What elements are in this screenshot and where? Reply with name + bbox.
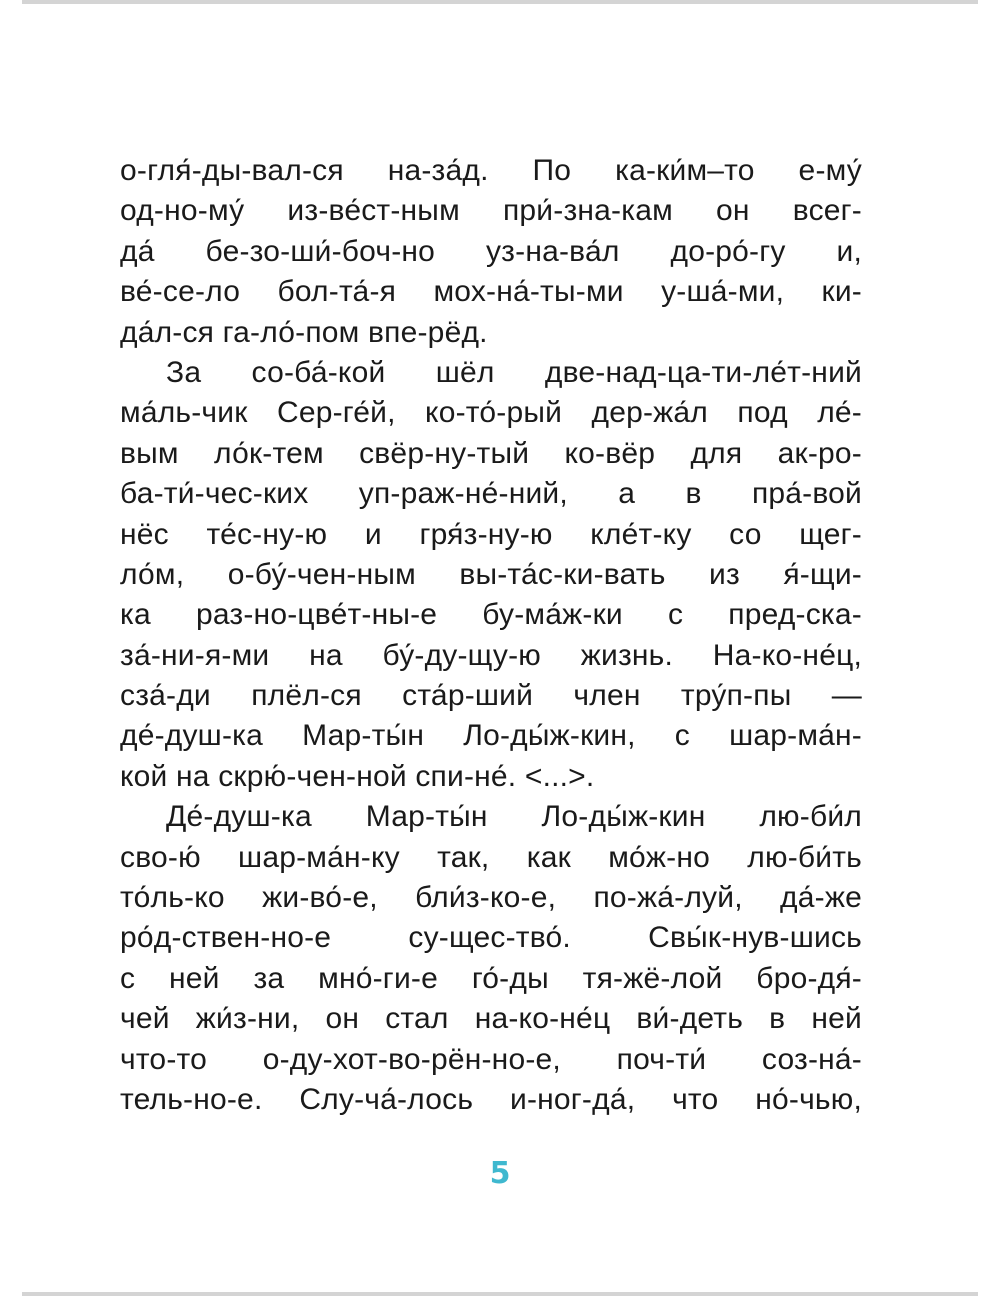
text-line: од-но-му́ из-ве́ст-ным при́-зна-кам он всег-: [120, 194, 862, 228]
text-line: что-то о-ду-хот-во-рён-но-е, поч-ти́ соз-на́-: [120, 1042, 862, 1076]
text-line: нёс те́с-ну-ю и гря́з-ну-ю кле́т-ку со щег-: [120, 517, 862, 551]
text-line: ро́д-ствен-но-е су-щес-тво́. Свы́к-нув-шись: [120, 921, 862, 955]
text-line: вым ло́к-тем свёр-ну-тый ко-вёр для ак-ро-: [120, 436, 862, 470]
top-border-rule: [22, 0, 978, 4]
text-line: ло́м, о-бу́-чен-ным вы-та́с-ки-вать из я́-щи-: [120, 557, 862, 591]
text-line: сво-ю́ шар-ма́н-ку так, как мо́ж-но лю-би́ть: [120, 840, 862, 874]
text-line: ма́ль-чик Сер-ге́й, ко-то́-рый дер-жа́л под ле́-: [120, 396, 862, 430]
text-line: о-гля́-ды-вал-ся на-за́д. По ка-ки́м–то е-му́: [120, 154, 862, 187]
text-line: ба-ти́-чес-ких уп-раж-не́-ний, а в пра́-вой: [120, 477, 862, 511]
text-line: с ней за мно́-ги-е го́-ды тя-жё-лой бро-дя́-: [120, 961, 862, 995]
text-line: да́л-ся га-ло́-пом впе-рёд.: [120, 315, 488, 349]
text-line: де́-душ-ка Мар-ты́н Ло-ды́ж-кин, с шар-ма́н-: [120, 719, 862, 753]
text-line: да́ бе-зо-ши́-боч-но уз-на-ва́л до-ро́-гу и,: [120, 234, 862, 268]
text-line: кой на скрю́-чен-ной спи-не́. <...>.: [120, 759, 595, 793]
text-line: тель-но-е. Слу-ча́-лось и-ног-да́, что но́-чью,: [120, 1082, 862, 1116]
text-column: [120, 151, 862, 1120]
bottom-border-rule: [22, 1292, 978, 1296]
text-line: ве́-се-ло бол-та́-я мох-на́-ты-ми у-ша́-ми, ки-: [120, 275, 862, 309]
text-line: ка раз-но-цве́т-ны-е бу-ма́ж-ки с пред-ска-: [120, 598, 862, 632]
text-line: чей жи́з-ни, он стал на-ко-не́ц ви́-деть в ней: [120, 1002, 862, 1036]
text-line: За со-ба́-кой шёл две-над-ца-ти-ле́т-ний: [166, 355, 862, 389]
text-line: за́-ни-я-ми на бу́-ду-щу-ю жизнь. На-ко-не́ц,: [120, 638, 862, 672]
page-number: 5: [489, 1156, 511, 1191]
text-line: сза́-ди плёл-ся ста́р-ший член тру́п-пы —: [120, 679, 862, 713]
text-line: то́ль-ко жи-во́-е, бли́з-ко-е, по-жа́-луй, да́-же: [120, 881, 862, 915]
text-line: Де́-душ-ка Мар-ты́н Ло-ды́ж-кин лю-би́л: [166, 800, 862, 834]
